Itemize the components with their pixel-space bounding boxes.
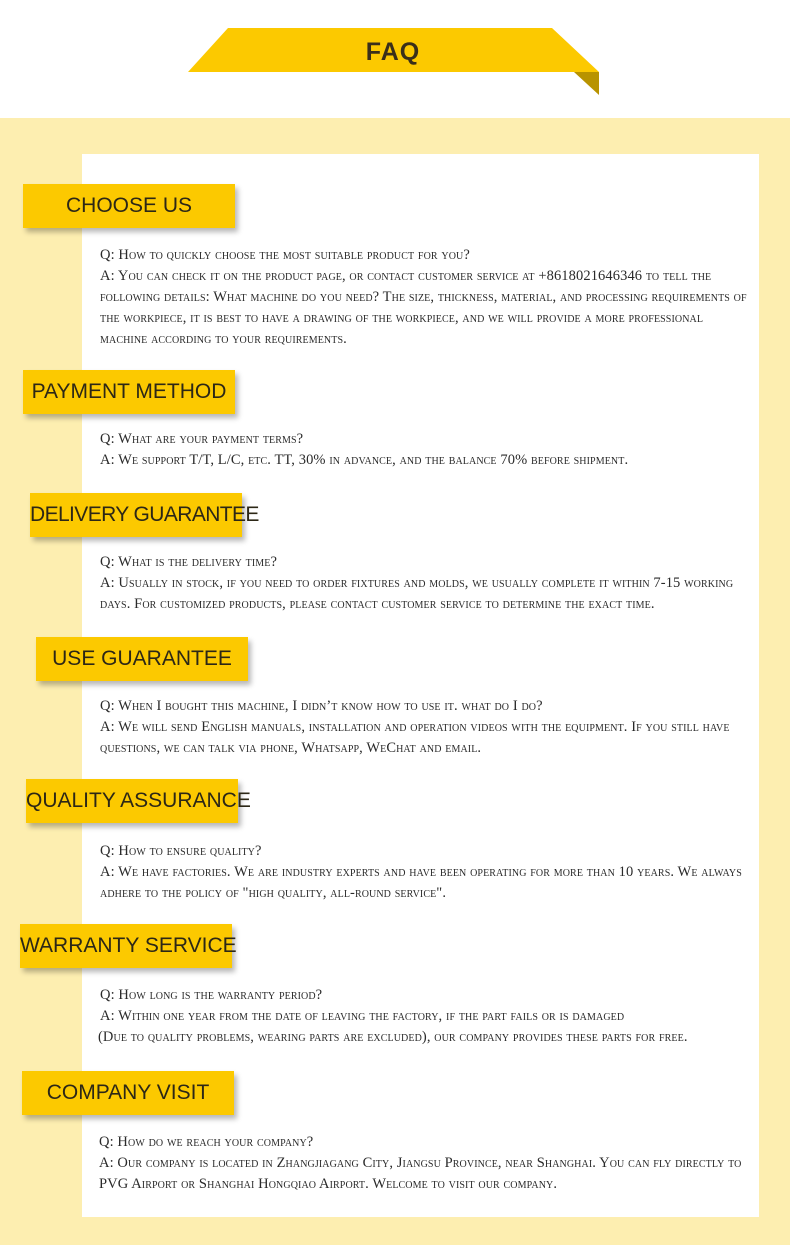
section-label-payment-method: PAYMENT METHOD	[23, 370, 235, 414]
question-text: Q: How to quickly choose the most suitable product for you?	[100, 247, 470, 263]
answer-text: A: Our company is located in Zhangjiagang City, Jiangsu Province, near Shanghai. You can fly directly to PVG Airport or Shanghai Hongqiao Airport. Welcome to visit our company.	[99, 1155, 742, 1192]
section-label-delivery-guarantee: DELIVERY GUARANTEE	[30, 493, 242, 537]
section-label-warranty-service: WARRANTY SERVICE	[20, 924, 232, 968]
section-label-choose-us: CHOOSE US	[23, 184, 235, 228]
faq-item-delivery-guarantee	[100, 552, 752, 615]
faq-item-use-guarantee	[100, 696, 752, 759]
question-text: Q: How do we reach your company?	[99, 1134, 314, 1150]
faq-item-payment-method	[100, 429, 752, 471]
header-area	[0, 0, 790, 118]
faq-banner	[188, 28, 601, 96]
question-text: Q: How to ensure quality?	[100, 843, 262, 859]
question-text: Q: What is the delivery time?	[100, 554, 278, 570]
answer-text: A: We have factories. We are industry experts and have been operating for more than 10 years. We always adhere to the policy of "high quality, all-round service".	[100, 864, 742, 901]
page-title: FAQ	[365, 38, 421, 66]
answer-text: A: We will send English manuals, installation and operation videos with the equipment. If you still have questions, we can talk via phone, Whatsapp, WeChat and email.	[100, 719, 730, 756]
answer-text: A: You can check it on the product page, or contact customer service at +8618021646346 to tell the following details: What machine do you need? The size, thickness, material, and processing requirements of the workpiece, it is best to have a drawing of the workpiece, and we will provide a more professional machine according to your requirements.	[100, 268, 747, 347]
faq-item-choose-us	[100, 245, 752, 350]
section-label-quality-assurance: QUALITY ASSURANCE	[26, 779, 238, 823]
answer-text: A: We support T/T, L/C, etc. TT, 30% in advance, and the balance 70% before shipment.	[100, 452, 629, 468]
section-label-use-guarantee: USE GUARANTEE	[36, 637, 248, 681]
faq-item-quality-assurance	[100, 841, 752, 904]
question-text: Q: What are your payment terms?	[100, 431, 304, 447]
question-text: Q: When I bought this machine, I didn’t know how to use it. what do I do?	[100, 698, 543, 714]
answer-text: A: Within one year from the date of leaving the factory, if the part fails or is damaged	[100, 1008, 625, 1024]
section-label-company-visit: COMPANY VISIT	[22, 1071, 234, 1115]
faq-item-warranty-service	[98, 985, 750, 1048]
faq-item-company-visit	[99, 1132, 751, 1195]
answer-text: A: Usually in stock, if you need to order fixtures and molds, we usually complete it within 7-15 working days. For customized products, please contact customer service to determine the exact time.	[100, 575, 734, 612]
answer-text-continued: (Due to quality problems, wearing parts are excluded), our company provides these parts for free.	[98, 1029, 688, 1045]
question-text: Q: How long is the warranty period?	[100, 987, 323, 1003]
